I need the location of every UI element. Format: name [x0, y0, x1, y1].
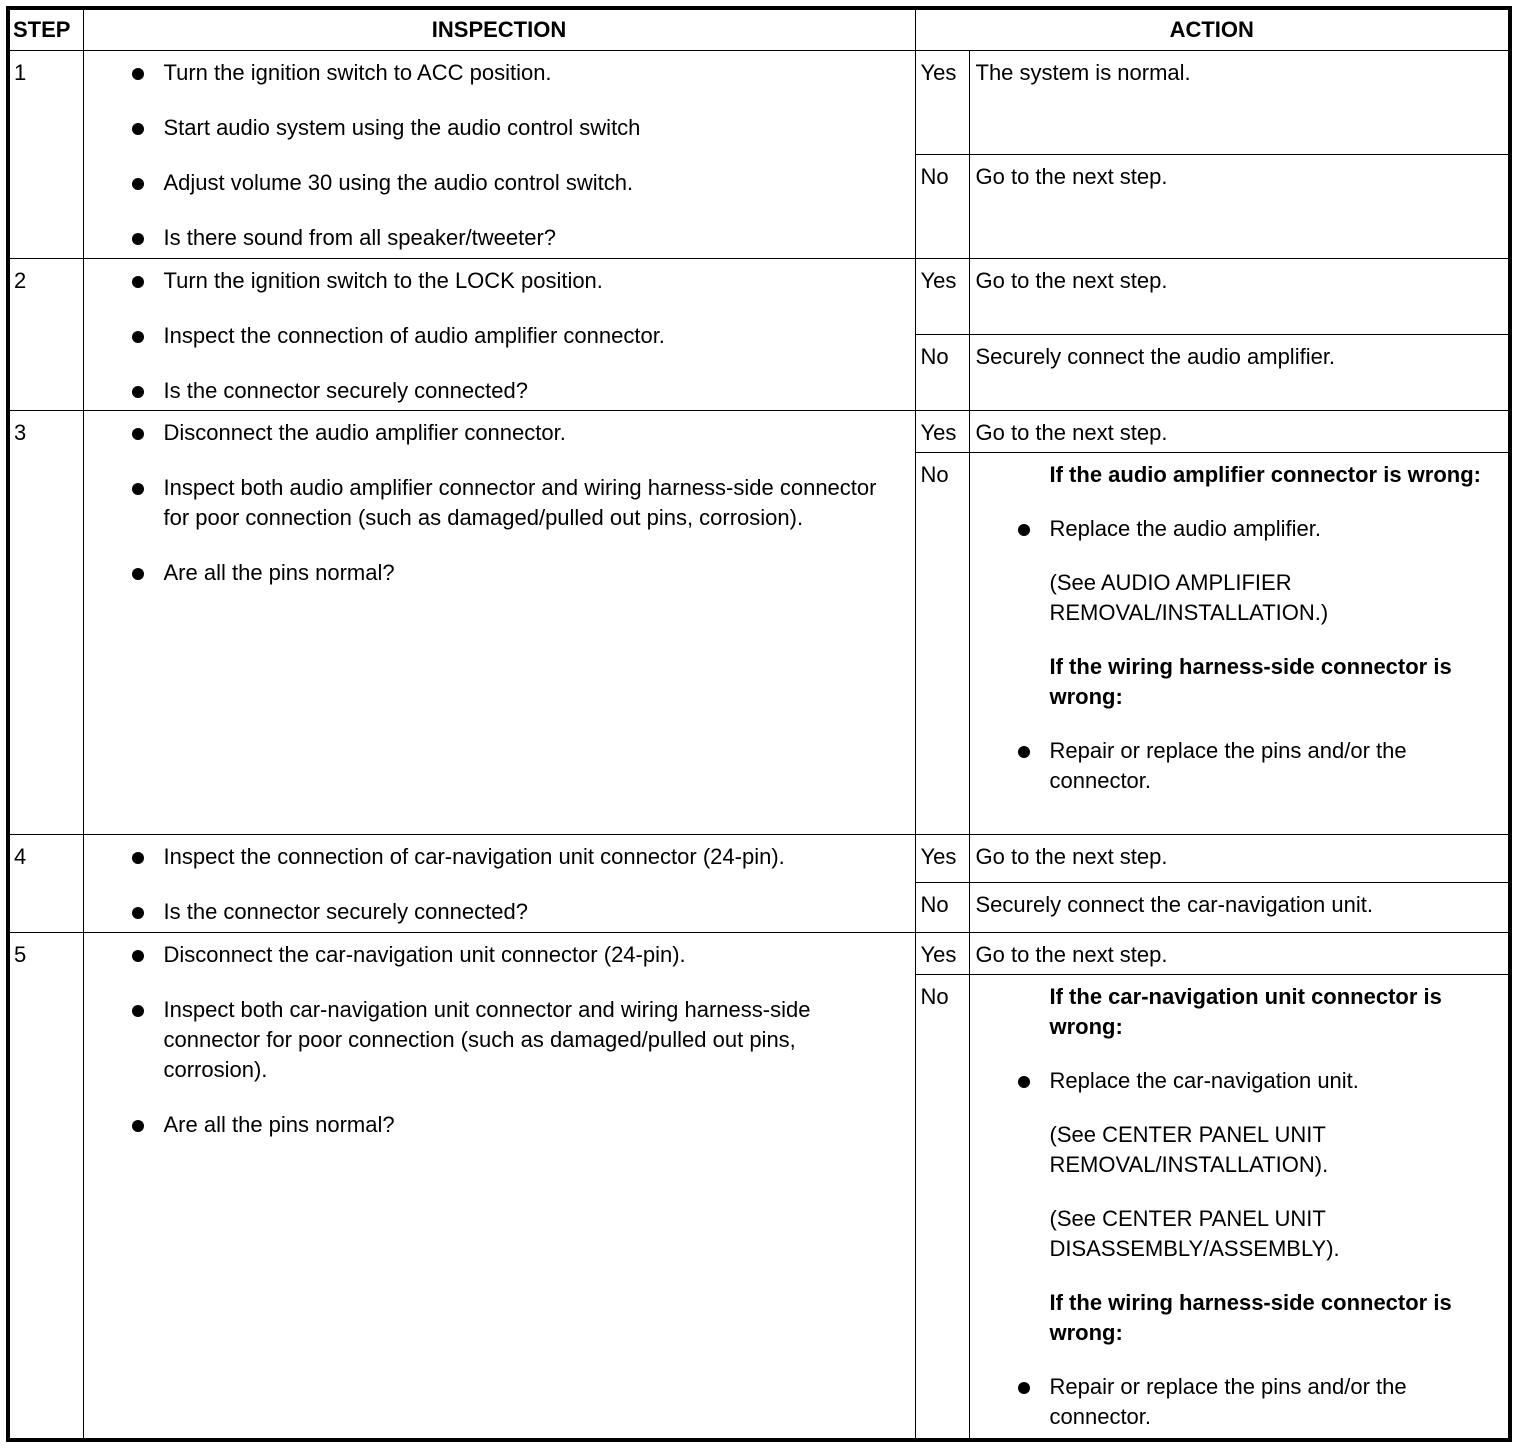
yes-label: Yes [915, 258, 969, 334]
inspection-item: Inspect both car-navigation unit connector and wiring harness-side connector for poor connection (such as damaged/pulled out pins, corrosion). [84, 995, 895, 1085]
reference-link: (See AUDIO AMPLIFIER REMOVAL/INSTALLATION.) [1049, 569, 1329, 625]
inspection-item: Inspect both audio amplifier connector and wiring harness-side connector for poor connection (such as damaged/pulled out pins, corrosion). [84, 473, 895, 533]
condition-heading: If the audio amplifier connector is wrong: [1049, 461, 1481, 487]
no-label: No [915, 974, 969, 1440]
inspection-item: Are all the pins normal? [84, 558, 895, 588]
inspection-column-header: INSPECTION [83, 8, 915, 50]
bullet-icon [132, 950, 144, 962]
bullet-icon [132, 178, 144, 190]
bullet-icon [132, 483, 144, 495]
inspection-item: Start audio system using the audio control switch [84, 113, 895, 143]
inspection-cell [83, 410, 915, 834]
bullet-icon [132, 568, 144, 580]
no-label: No [915, 154, 969, 258]
yes-action: Go to the next step. [969, 932, 1510, 974]
bullet-icon [132, 1120, 144, 1132]
step-1-row [8, 50, 1510, 154]
yes-label: Yes [915, 50, 969, 154]
step-4-row [8, 834, 1510, 882]
inspection-item: Are all the pins normal? [84, 1110, 895, 1140]
no-action: Securely connect the audio amplifier. [969, 334, 1510, 410]
condition-heading: If the wiring harness-side connector is wrong: [1049, 1289, 1452, 1345]
condition-heading: If the car-navigation unit connector is wrong: [1049, 983, 1442, 1039]
yes-label: Yes [915, 410, 969, 452]
action-item: Repair or replace the pins and/or the connector. [1050, 1372, 1499, 1432]
action-item: Repair or replace the pins and/or the connector. [1050, 736, 1499, 796]
inspection-item: Adjust volume 30 using the audio control switch. [84, 168, 895, 198]
bullet-icon [1018, 1382, 1030, 1394]
no-action: Securely connect the car-navigation unit. [969, 882, 1510, 932]
step-5-row [8, 932, 1510, 974]
header-row [8, 8, 1510, 50]
inspection-item: Inspect the connection of audio amplifier connector. [84, 321, 895, 351]
bullet-icon [132, 852, 144, 864]
inspection-item: Is the connector securely connected? [84, 897, 895, 927]
no-label: No [915, 334, 969, 410]
bullet-icon [1018, 746, 1030, 758]
bullet-icon [132, 68, 144, 80]
inspection-item: Is the connector securely connected? [84, 376, 895, 406]
step-number: 4 [8, 834, 83, 932]
inspection-item: Turn the ignition switch to the LOCK position. [84, 266, 895, 296]
bullet-icon [1018, 524, 1030, 536]
inspection-cell [83, 834, 915, 932]
no-action [969, 452, 1510, 834]
yes-action: Go to the next step. [969, 410, 1510, 452]
yes-action: Go to the next step. [969, 834, 1510, 882]
no-label: No [915, 452, 969, 834]
bullet-icon [132, 428, 144, 440]
yes-action: Go to the next step. [969, 258, 1510, 334]
action-column-header: ACTION [915, 8, 1510, 50]
inspection-item: Is there sound from all speaker/tweeter? [84, 223, 895, 253]
inspection-cell [83, 932, 915, 1440]
condition-heading: If the wiring harness-side connector is wrong: [1049, 653, 1452, 709]
inspection-item: Turn the ignition switch to ACC position. [84, 58, 895, 88]
action-item: Replace the audio amplifier. [1050, 514, 1499, 544]
step-number: 3 [8, 410, 83, 834]
inspection-item: Inspect the connection of car-navigation unit connector (24-pin). [84, 842, 895, 872]
bullet-icon [132, 907, 144, 919]
action-item: Replace the car-navigation unit. [1050, 1066, 1499, 1096]
bullet-icon [132, 1005, 144, 1017]
inspection-item: Disconnect the car-navigation unit connector (24-pin). [84, 940, 895, 970]
step-column-header: STEP [8, 8, 83, 50]
step-3-row [8, 410, 1510, 452]
reference-link: (See CENTER PANEL UNIT DISASSEMBLY/ASSEMBLY). [1049, 1205, 1340, 1261]
bullet-icon [132, 123, 144, 135]
inspection-cell [83, 258, 915, 410]
no-label: No [915, 882, 969, 932]
step-number: 5 [8, 932, 83, 1440]
no-action: Go to the next step. [969, 154, 1510, 258]
yes-label: Yes [915, 834, 969, 882]
yes-action: The system is normal. [969, 50, 1510, 154]
step-number: 2 [8, 258, 83, 410]
reference-link: (See CENTER PANEL UNIT REMOVAL/INSTALLATION). [1049, 1121, 1329, 1177]
bullet-icon [132, 233, 144, 245]
no-action [969, 974, 1510, 1440]
bullet-icon [1018, 1076, 1030, 1088]
step-number: 1 [8, 50, 83, 258]
step-2-row [8, 258, 1510, 334]
bullet-icon [132, 386, 144, 398]
bullet-icon [132, 276, 144, 288]
troubleshooting-table [6, 6, 1512, 1442]
bullet-icon [132, 331, 144, 343]
inspection-item: Disconnect the audio amplifier connector. [84, 418, 895, 448]
inspection-cell [83, 50, 915, 258]
yes-label: Yes [915, 932, 969, 974]
